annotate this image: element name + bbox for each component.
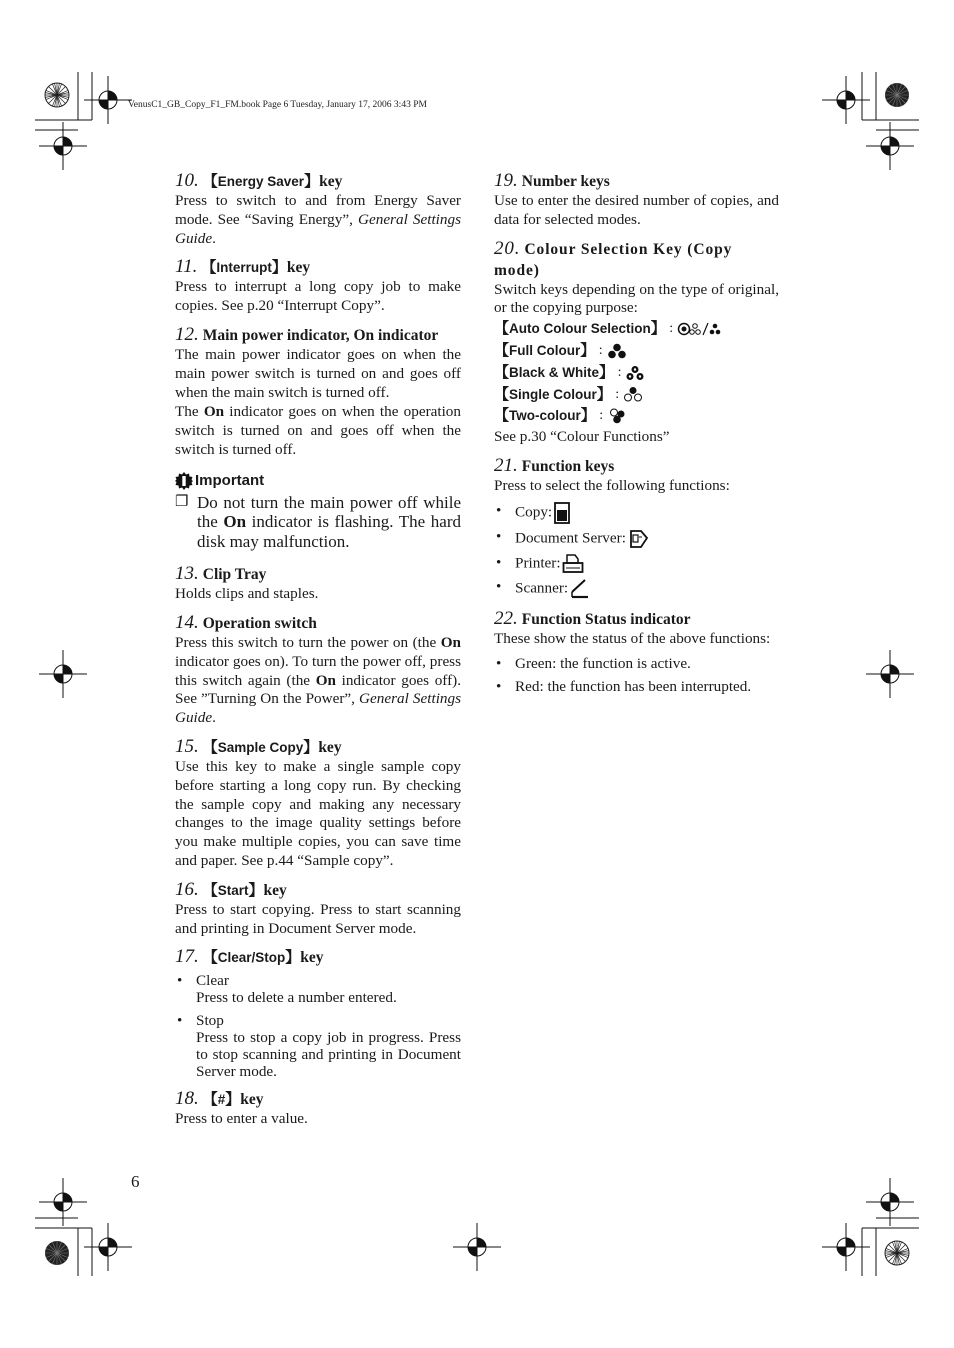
section-body: Use this key to make a single sample copy before starting a long copy run. By checking the sample copy and making any necessary changes to the image quality settings before you make multiple copies, you can save time and paper. See p.44 “Sample copy”. (175, 758, 461, 870)
key-name: Interrupt (216, 260, 272, 276)
printer-icon (562, 554, 584, 574)
list-item: • Clear Press to delete a number entered. (175, 972, 461, 1006)
section-body: Press this switch to turn the power on (the On indicator goes on). To turn the power off, press this switch again (the On indicator goes off). See ”Turning On the Power”, General Settings Guide. (175, 634, 462, 727)
section-13 (175, 563, 461, 604)
list-item: • Printer: (494, 554, 779, 574)
list-item: • Copy: (494, 502, 779, 524)
section-body: Press to start copying. Press to start scanning and printing in Document Server mode. (175, 900, 461, 937)
key-suffix: key (240, 1091, 264, 1109)
document-server-icon (627, 528, 649, 550)
section-title: Function keys (521, 457, 615, 475)
full-colour-icon (607, 343, 627, 359)
section-number: 12. (175, 323, 199, 345)
key-name: Sample Copy (217, 740, 304, 756)
key-name: # (217, 1092, 226, 1108)
section-number: 10. (175, 170, 199, 191)
section-11: 11. 【Interrupt】key Press to interrupt a long copy job to make copies. See p.20 “Interrupt Copy”. (175, 256, 461, 315)
section-number: 19. (494, 170, 518, 191)
important-label: Important (195, 472, 265, 490)
key-suffix: key (300, 949, 324, 967)
key-name: Energy Saver (217, 174, 305, 189)
section-number: 21. (494, 454, 518, 476)
key-name: Clear/Stop (217, 950, 286, 966)
section-body: These show the status of the above functions: (494, 629, 771, 647)
section-18: 18. 【#】key Press to enter a value. (175, 1088, 461, 1129)
two-colour-icon (607, 408, 627, 424)
section-body: The main power indicator goes on when the main power switch is turned on and goes off when the main switch is turned off. (175, 345, 461, 401)
section-17: 17. 【Clear/Stop】key • Clear Press to delete a number entered. • Stop Press to stop a copy job in progress. Press to stop scanning and printing in Document Server mode. (175, 946, 461, 1080)
important-heading (175, 472, 461, 490)
section-body: Holds clips and staples. (175, 585, 319, 603)
bullet-list (175, 972, 461, 1080)
section-10: 10. 【Energy Saver】key Press to switch to and from Energy Saver mode. See “Saving Energy”, General Settings Guide. (175, 170, 461, 247)
section-title: Clip Tray (202, 566, 267, 584)
section-body: Press to select the following functions: (494, 476, 730, 494)
page-number: 6 (131, 1172, 140, 1191)
list-item: • Scanner: (494, 578, 779, 600)
section-14 (175, 612, 461, 728)
list-item: • Red: the function has been interrupted. (494, 678, 779, 695)
section-number: 16. (175, 878, 199, 900)
section-body: Press to enter a value. (175, 1110, 308, 1128)
section-title: Main power indicator, On indicator (202, 326, 439, 344)
auto-colour-icon (677, 322, 723, 336)
right-column (494, 170, 779, 703)
print-header: VenusC1_GB_Copy_F1_FM.book Page 6 Tuesday, January 17, 2006 3:43 PM (128, 100, 427, 110)
section-16: 16. 【Start】key Press to start copying. Press to start scanning and printing in Document Server mode. (175, 878, 461, 937)
section-number: 14. (175, 612, 199, 634)
section-title: Number keys (521, 173, 610, 190)
section-number: 11. (175, 256, 198, 278)
mode-key-name: Two-colour (509, 408, 581, 424)
section-title: Function Status indicator (521, 610, 691, 628)
key-suffix: key (319, 173, 343, 190)
list-item: • Green: the function is active. (494, 655, 779, 672)
list-item: • Stop Press to stop a copy job in progress. Press to stop scanning and printing in Document Server mode. (175, 1012, 461, 1080)
section-body-2: The On indicator goes on when the operation switch is turned on and goes off when the switch is turned off. (175, 403, 461, 458)
mode-key-name: Black & White (509, 364, 600, 380)
section-body: Press to switch to and from Energy Saver mode. See “Saving Energy”, General Settings Guide. (175, 192, 461, 247)
function-list (494, 502, 779, 600)
see-reference: See p.30 “Colour Functions” (494, 428, 670, 446)
checkbox-square-icon: ❐ (175, 493, 189, 510)
colour-mode-single: 【 Single Colour 】 : (494, 384, 779, 406)
scanner-icon (569, 578, 591, 600)
copy-icon (553, 502, 571, 524)
status-list (494, 655, 779, 695)
section-title: Colour Selection Key (Copy mode) (494, 240, 733, 279)
section-number: 13. (175, 563, 199, 585)
section-body: Switch keys depending on the type of original, or the copying purpose: (494, 280, 779, 317)
mode-key-name: Full Colour (509, 342, 581, 358)
colour-mode-full: 【 Full Colour 】 : (494, 340, 779, 362)
section-body: Press to interrupt a long copy job to make copies. See p.20 “Interrupt Copy”. (175, 278, 461, 315)
section-19 (494, 170, 779, 230)
important-icon (175, 472, 193, 490)
key-suffix: key (318, 739, 342, 757)
section-22 (494, 608, 779, 695)
section-number: 17. (175, 946, 199, 968)
section-20 (494, 238, 779, 447)
single-colour-icon (623, 386, 643, 402)
section-title: Operation switch (202, 615, 317, 633)
mode-key-name: Single Colour (509, 386, 597, 402)
section-number: 15. (175, 736, 199, 758)
colour-mode-two: 【 Two-colour 】 : (494, 405, 779, 427)
section-21 (494, 455, 779, 600)
left-column (175, 170, 461, 1137)
important-item: ❐ Do not turn the main power off while the On indicator is flashing. The hard disk may malfunction. (175, 492, 461, 551)
mode-key-name: Auto Colour Selection (509, 321, 651, 337)
section-body: Use to enter the desired number of copies, and data for selected modes. (494, 192, 779, 228)
section-number: 20. (494, 237, 521, 259)
list-item: • Document Server: (494, 528, 779, 550)
section-12 (175, 324, 461, 460)
key-name: Start (217, 882, 249, 898)
section-number: 22. (494, 607, 518, 629)
key-suffix: key (286, 259, 311, 277)
key-suffix: key (263, 881, 287, 899)
black-white-icon (625, 365, 645, 381)
section-15: 15. 【Sample Copy】key Use this key to make a single sample copy before starting a long copy run. By checking the sample copy and making any necessary changes to the image quality settings before you make multiple copies, you can save time and paper. See p.44 “Sample copy”. (175, 736, 461, 870)
section-number: 18. (175, 1088, 199, 1110)
colour-mode-black-white: 【 Black & White 】 : (494, 362, 779, 384)
colour-mode-auto: 【 Auto Colour Selection 】 : (494, 318, 779, 340)
